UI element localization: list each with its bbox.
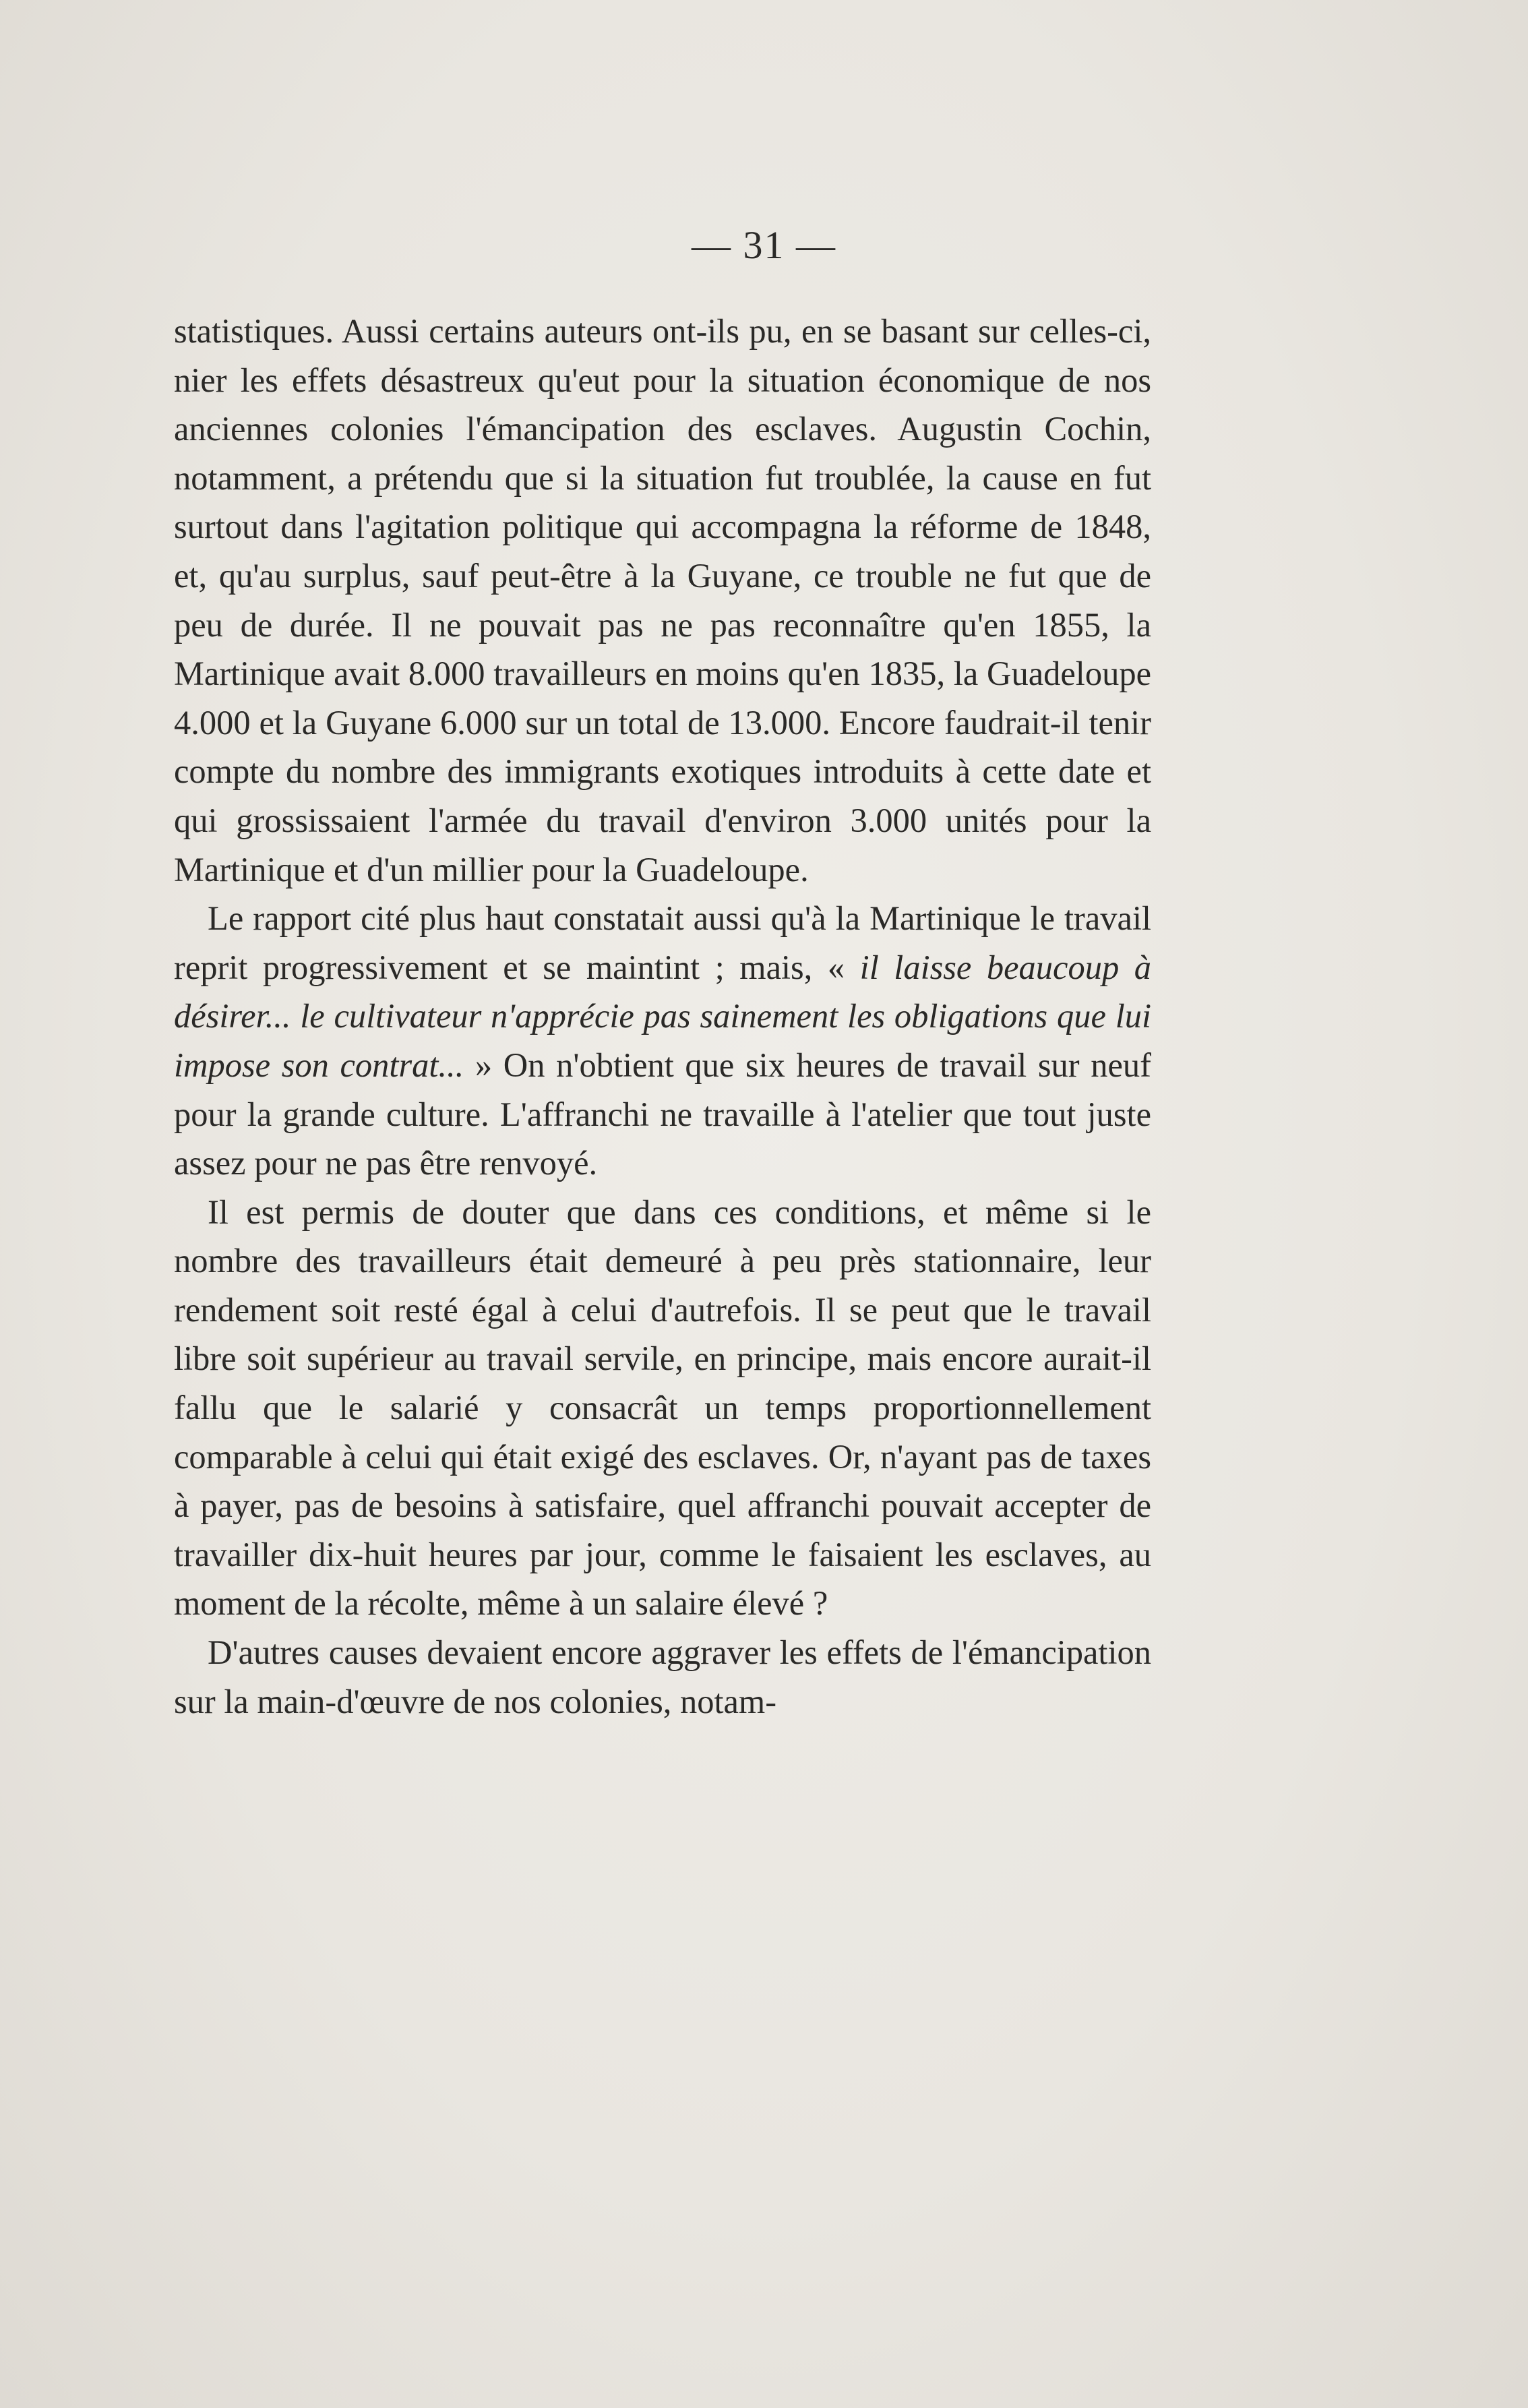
paragraph-statistiques: statistiques. Aussi certains auteurs ont-ils pu, en se basant sur celles-ci, nier les effets désastreux qu'eut pour la situation économique de nos anciennes colonies l'émancipation des esclaves. Augustin Cochin, notamment, a prétendu que si la situation fut troublée, la cause en fut surtout dans l'agitation politique qui accompagna la réforme de 1848, et, qu'au surplus, sauf peut-être à la Guyane, ce trouble ne fut que de peu de durée. Il ne pouvait pas ne pas reconnaître qu'en 1855, la Martinique avait 8.000 travailleurs en moins qu'en 1835, la Guadeloupe 4.000 et la Guyane 6.000 sur un total de 13.000. Encore faudrait-il tenir compte du nombre des immigrants exotiques introduits à cette date et qui grossissaient l'armée du travail d'environ 3.000 unités pour la Martinique et d'un millier pour la Guadeloupe. xyxy=(174,312,1151,889)
report-quotation: il laisse beaucoup à désirer... le cultivateur n'apprécie pas sainement les obligations que lui impose son contrat... xyxy=(174,948,1151,1084)
page-number: — 31 — xyxy=(692,223,836,267)
paragraph-rapport xyxy=(174,894,1151,1188)
paragraph-conditions: Il est permis de douter que dans ces conditions, et même si le nombre des travailleurs était demeuré à peu près stationnaire, leur rendement soit resté égal à celui d'autrefois. Il se peut que le travail libre soit supérieur au travail servile, en principe, mais encore aurait-il fallu que le salarié y consacrât un temps proportionnellement comparable à celui qui était exigé des esclaves. Or, n'ayant pas de taxes à payer, pas de besoins à satisfaire, quel affranchi pouvait accepter de travailler dix-huit heures par jour, comme le faisaient les esclaves, au moment de la récolte, même à un salaire élevé ? xyxy=(174,1193,1151,1623)
paragraph-rapport-rest: » On n'obtient que six heures de travail sur neuf pour la grande culture. L'affranchi ne travaille à l'atelier que tout juste assez pour ne pas être renvoyé. xyxy=(174,1046,1151,1182)
paragraph-rapport-intro: Le rapport cité plus haut constatait aussi qu'à la Martinique le travail reprit progressivement et se maintint ; mais, « xyxy=(174,899,1151,986)
body-text xyxy=(174,307,1151,1726)
paragraph-autres-causes: D'autres causes devaient encore aggraver les effets de l'émancipation sur la main-d'œuvre de nos colonies, notam- xyxy=(174,1633,1151,1720)
